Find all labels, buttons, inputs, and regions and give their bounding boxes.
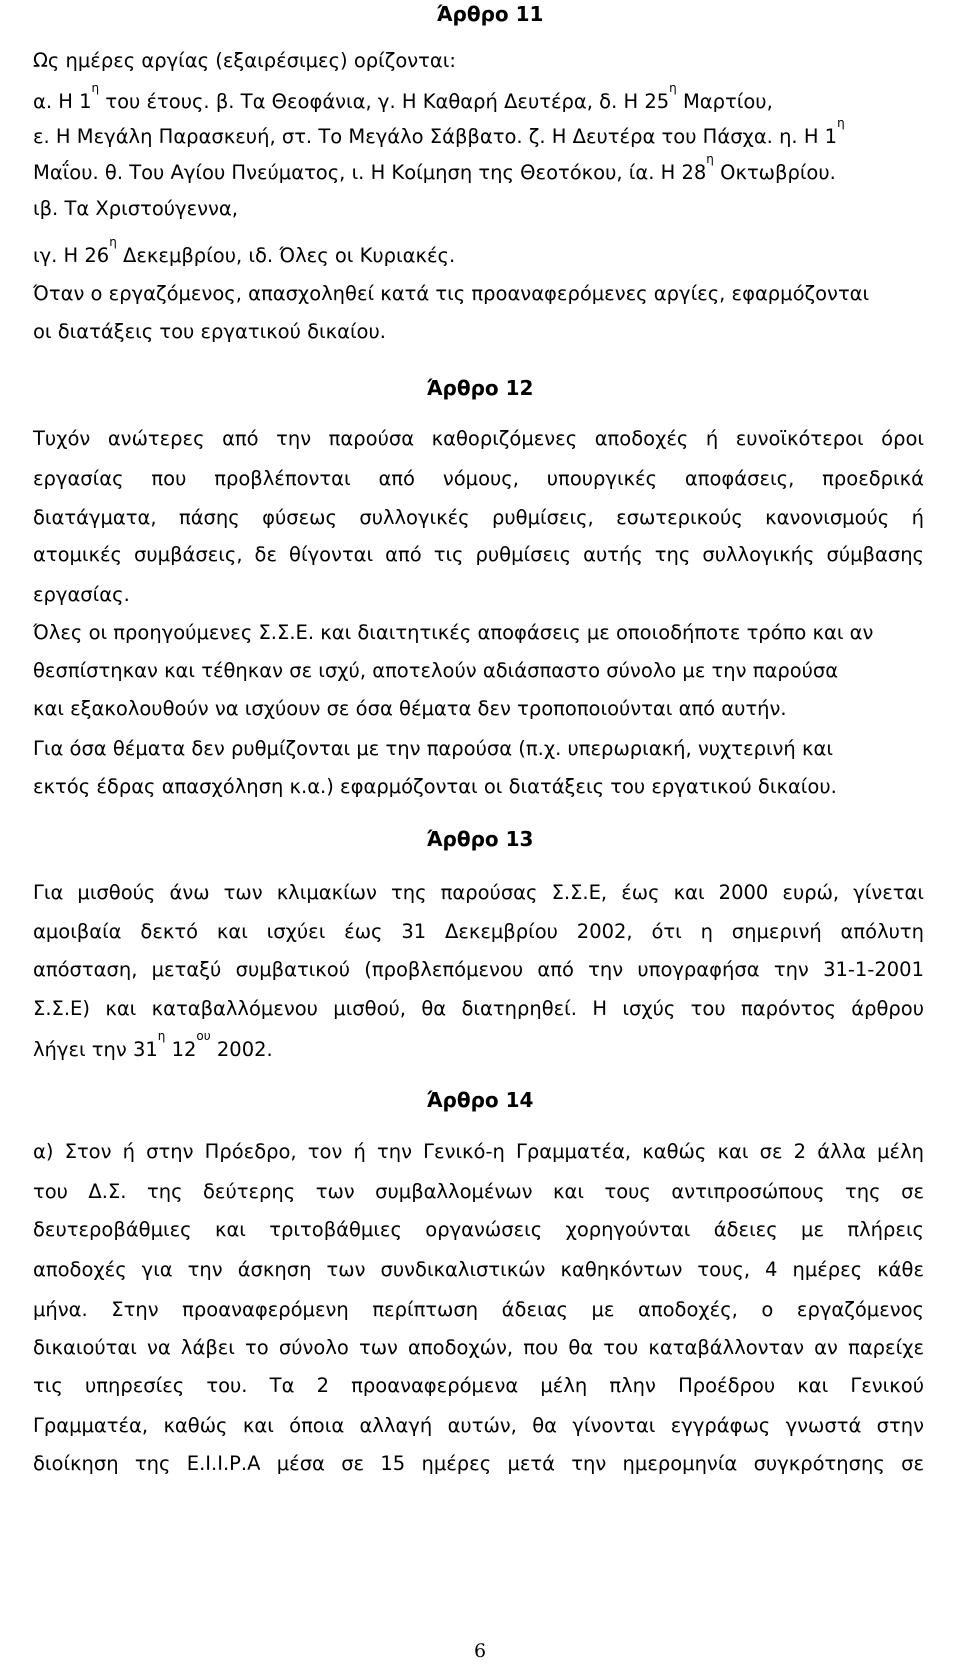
article-14-heading: Άρθρο 14 — [426, 1088, 534, 1112]
article-11-line: ε. Η Μεγάλη Παρασκευή, στ. Το Μεγάλο Σάββατο. ζ. Η Δευτέρα του Πάσχα. η. Η $1^\eta$ — [33, 116, 845, 148]
article-12-line: Όλες οι προηγούμενες Σ.Σ.Ε. και διαιτητικές αποφάσεις με οποιοδήποτε τρόπο και αν — [33, 621, 874, 644]
article-12-line: Για όσα θέματα δεν ρυθμίζονται με την παρούσα (π.χ. υπερωριακή, νυχτερινή και — [33, 737, 833, 760]
article-13-heading: Άρθρο 13 — [426, 827, 534, 851]
article-14-line: δευτεροβάθμιες και τριτοβάθμιες οργανώσεις χορηγούνται άδειες με πλήρεις — [33, 1218, 924, 1241]
article-13-line: αμοιβαία δεκτό και ισχύει έως 31 Δεκεμβρίου 2002, ότι η σημερινή απόλυτη — [33, 920, 924, 943]
article-13-line: Για μισθούς άνω των κλιμακίων της παρούσας Σ.Σ.Ε, έως και 2000 ευρώ, γίνεται — [33, 881, 924, 904]
article-14-line: μήνα. Στην προαναφερόμενη περίπτωση άδειας με αποδοχές, ο εργαζόμενος — [33, 1298, 924, 1321]
article-11-line: Ως ημέρες αργίας (εξαιρέσιμες) ορίζονται: — [33, 49, 456, 72]
article-11-line: οι διατάξεις του εργατικού δικαίου. — [33, 320, 386, 343]
article-11-line: ιβ. Τα Χριστούγεννα, — [33, 197, 238, 220]
article-14-line: διοίκηση της Ε.Ι.Ι.Ρ.Α μέσα σε 15 ημέρες μετά την ημερομηνία συγκρότησης σε — [33, 1452, 924, 1475]
article-12-line: εργασίας που προβλέπονται από νόμους, υπουργικές αποφάσεις, προεδρικά — [33, 467, 924, 490]
article-14-line: αποδοχές για την άσκηση των συνδικαλιστικών καθηκόντων τους, 4 ημέρες κάθε — [33, 1258, 924, 1281]
article-11-line: Όταν ο εργαζόμενος, απασχοληθεί κατά τις προαναφερόμενες αργίες, εφαρμόζονται — [33, 282, 870, 305]
article-14-line: Γραμματέα, καθώς και όποια αλλαγή αυτών, θα γίνονται εγγράφως γνωστά στην — [33, 1414, 924, 1437]
article-12-line: Τυχόν ανώτερες από την παρούσα καθοριζόμενες αποδοχές ή ευνοϊκότεροι όροι — [33, 427, 924, 450]
article-12-line: θεσπίστηκαν και τέθηκαν σε ισχύ, αποτελούν αδιάσπαστο σύνολο με την παρούσα — [33, 659, 839, 682]
article-12-heading: Άρθρο 12 — [426, 376, 534, 400]
article-13-line: απόσταση, μεταξύ συμβατικού (προβλεπόμενου από την υπογραφήσα την 31-1-2001 — [33, 958, 924, 981]
article-14-line: δικαιούται να λάβει το σύνολο των αποδοχών, που θα του καταβάλλονταν αν παρείχε — [33, 1336, 924, 1359]
article-11-line: ιγ. Η $26^\eta$ Δεκεμβρίου, ιδ. Όλες οι Κυριακές. — [33, 235, 456, 267]
article-11-line: Μαΐου. θ. Του Αγίου Πνεύματος, ι. Η Κοίμηση της Θεοτόκου, ία. Η $28^\eta$ Οκτωβρίου. — [33, 152, 836, 184]
article-13-line: λήγει την $31^\eta$ $12^{o\upsilon}$ 2002. — [33, 1029, 273, 1061]
article-13-line: Σ.Σ.Ε) και καταβαλλόμενου μισθού, θα διατηρηθεί. Η ισχύς του παρόντος άρθρου — [33, 997, 924, 1020]
article-11-line: α. Η $1^\eta$ του έτους. β. Τα Θεοφάνια, γ. Η Καθαρή Δευτέρα, δ. Η $25^\eta$ Μαρτίου, — [33, 81, 773, 113]
article-14-line: του Δ.Σ. της δεύτερης των συμβαλλομένων και τους αντιπροσώπους της σε — [33, 1180, 924, 1203]
article-12-line: εργασίας. — [33, 583, 130, 606]
article-12-line: εκτός έδρας απασχόληση κ.α.) εφαρμόζονται οι διατάξεις του εργατικού δικαίου. — [33, 775, 837, 798]
article-14-line: τις υπηρεσίες του. Τα 2 προαναφερόμενα μέλη πλην Προέδρου και Γενικού — [33, 1374, 924, 1397]
page-number: 6 — [473, 1640, 487, 1662]
article-12-line: και εξακολουθούν να ισχύουν σε όσα θέματα δεν τροποποιούνται από αυτήν. — [33, 697, 787, 720]
article-12-line: ατομικές συμβάσεις, δε θίγονται από τις ρυθμίσεις αυτής της συλλογικής σύμβασης — [33, 543, 924, 566]
article-14-line: α) Στον ή στην Πρόεδρο, τον ή την Γενικό-η Γραμματέα, καθώς και σε 2 άλλα μέλη — [33, 1140, 924, 1163]
article-11-heading: Άρθρο 11 — [436, 2, 544, 26]
article-12-line: διατάγματα, πάσης φύσεως συλλογικές ρυθμίσεις, εσωτερικούς κανονισμούς ή — [33, 506, 924, 529]
